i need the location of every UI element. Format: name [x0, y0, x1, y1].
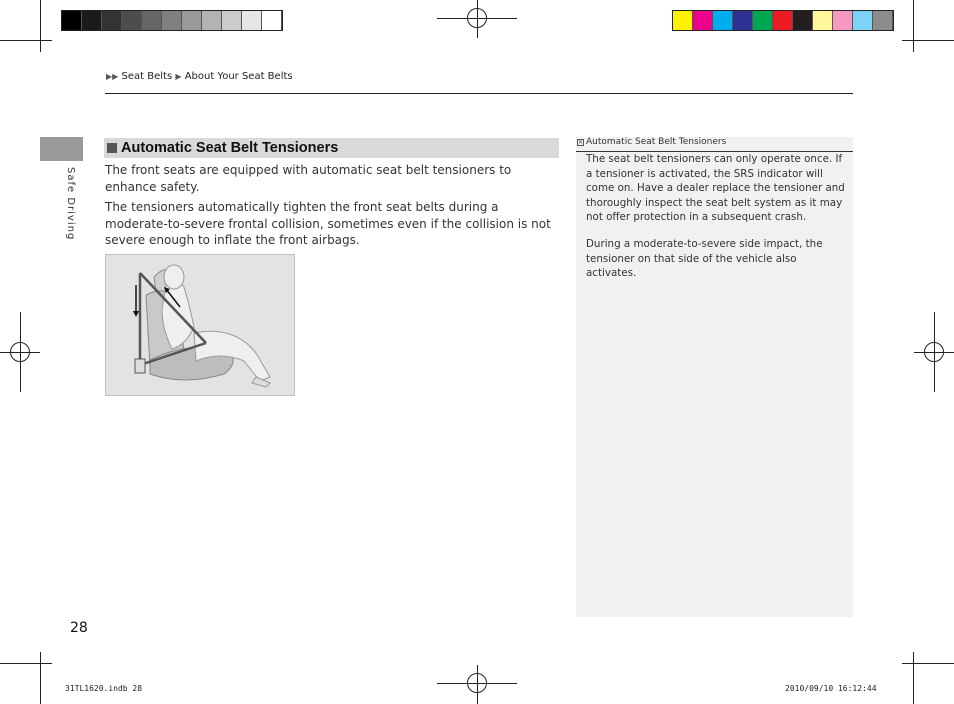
- color-swatch: [773, 11, 793, 30]
- color-swatch: [222, 11, 242, 30]
- crop-mark: [40, 652, 41, 704]
- breadcrumb-item: Seat Belts: [121, 71, 173, 82]
- color-swatch: [182, 11, 202, 30]
- color-swatch: [122, 11, 142, 30]
- crop-mark: [913, 0, 914, 52]
- color-swatch: [102, 11, 122, 30]
- color-swatch: [813, 11, 833, 30]
- sidebar-note: [576, 137, 853, 617]
- color-bar: [672, 10, 894, 31]
- print-slug-left: 31TL1620.indb 28: [65, 684, 143, 693]
- cross-reference-icon: ✕: [578, 139, 584, 146]
- color-swatch: [242, 11, 262, 30]
- color-swatch: [793, 11, 813, 30]
- square-bullet-icon: [107, 143, 117, 153]
- arrow-icon: ▶: [175, 72, 182, 81]
- seat-belt-illustration: [105, 254, 295, 396]
- sidebar-paragraph: During a moderate-to-severe side impact, the tensioner on that side of the vehicle also activates.: [586, 238, 823, 279]
- arrow-icon: ▶: [106, 72, 113, 81]
- print-slug-right: 2010/09/10 16:12:44: [785, 684, 877, 693]
- section-title: Automatic Seat Belt Tensioners: [121, 140, 339, 156]
- body-paragraph: The front seats are equipped with automatic seat belt tensioners to enhance safety.: [105, 163, 512, 194]
- color-swatch: [673, 11, 693, 30]
- color-swatch: [853, 11, 873, 30]
- color-swatch: [873, 11, 893, 30]
- color-swatch: [202, 11, 222, 30]
- grayscale-bar: [61, 10, 283, 31]
- section-header: [104, 138, 559, 158]
- color-swatch: [142, 11, 162, 30]
- color-swatch: [62, 11, 82, 30]
- color-swatch: [262, 11, 282, 30]
- body-paragraph: The tensioners automatically tighten the front seat belts during a moderate-to-severe frontal collision, sometimes even if the collision is not severe enough to inflate the front airbags.: [105, 200, 551, 247]
- color-swatch: [833, 11, 853, 30]
- breadcrumb: [106, 71, 293, 82]
- sidebar-paragraph: The seat belt tensioners can only operate once. If a tensioner is activated, the SRS indicator will come on. Have a dealer replace the tensioner and thoroughly inspect the seat belt system as it may not offer protection in a subsequent crash.: [586, 153, 845, 223]
- chapter-label: Safe Driving: [65, 167, 76, 241]
- breadcrumb-item: About Your Seat Belts: [184, 71, 293, 82]
- color-swatch: [733, 11, 753, 30]
- crop-mark: [0, 663, 52, 664]
- crop-mark: [913, 652, 914, 704]
- seat-occupant-illustration: [106, 255, 295, 396]
- color-swatch: [693, 11, 713, 30]
- arrow-icon: ▶: [112, 72, 119, 81]
- color-swatch: [82, 11, 102, 30]
- sidebar-title: Automatic Seat Belt Tensioners: [586, 137, 727, 147]
- color-swatch: [713, 11, 733, 30]
- crop-mark: [0, 40, 52, 41]
- header-rule: [105, 93, 853, 94]
- color-swatch: [753, 11, 773, 30]
- color-swatch: [162, 11, 182, 30]
- chapter-tab: [40, 137, 83, 161]
- crop-mark: [902, 40, 954, 41]
- crop-mark: [40, 0, 41, 52]
- crop-mark: [902, 663, 954, 664]
- page-number: 28: [70, 620, 88, 636]
- sidebar-header: [576, 137, 853, 152]
